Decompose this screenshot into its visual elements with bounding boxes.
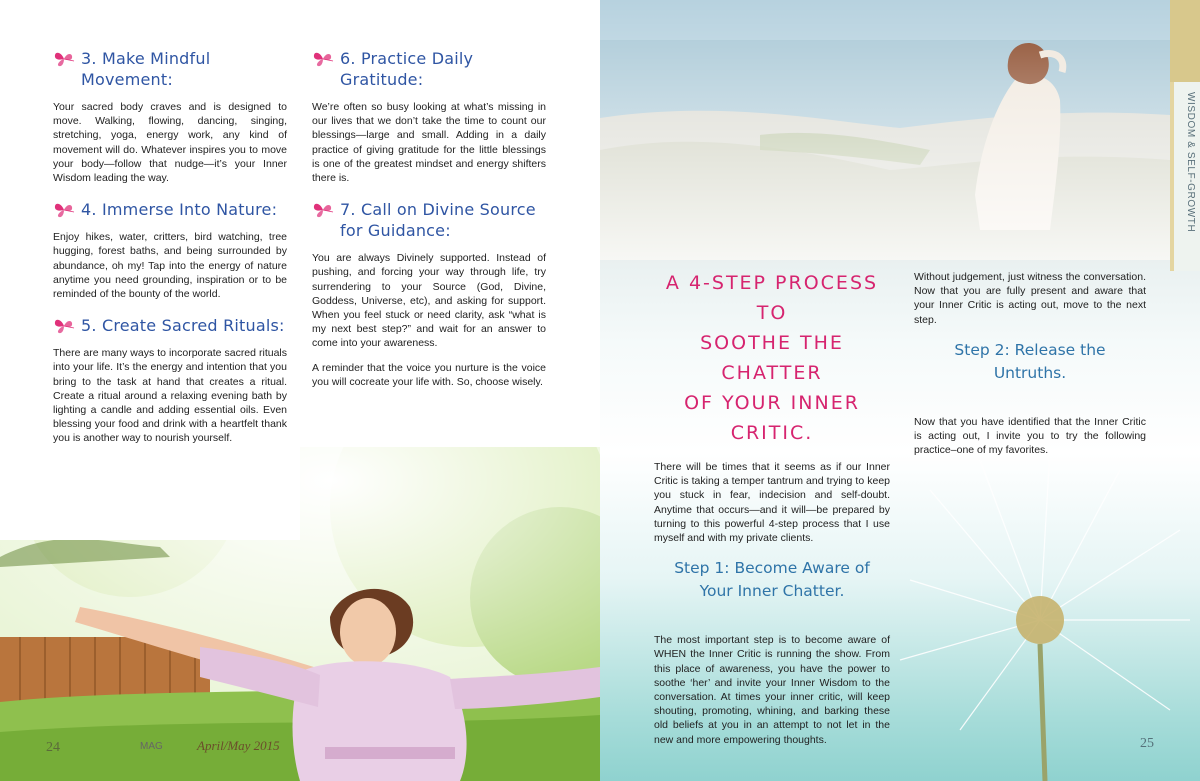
step-heading-line: Untruths.: [993, 363, 1067, 382]
section-body: We’re often so busy looking at what’s missing in our lives that we don’t take the time to count our blessings—large and small. Adding in a daily practice of giving gratitude for the little blessings is one of the greatest mindset and energy shifters there is.: [312, 101, 546, 185]
magazine-label: MAG: [140, 741, 163, 752]
step1-continued: Without judgement, just witness the conversation. Now that you are fully present and aware that your Inner Critic is acting out, move to the next step.: [914, 271, 1146, 326]
spacer: [914, 399, 1146, 415]
section-title: 6. Practice Daily Gratitude:: [340, 49, 474, 89]
butterfly-icon: [312, 50, 334, 68]
feature-title-line: SOOTHE THE CHATTER: [700, 332, 844, 384]
section-title: 5. Create Sacred Rituals:: [81, 316, 285, 336]
butterfly-icon: [312, 201, 334, 219]
sea-photo-illustration: [600, 0, 1200, 260]
butterfly-icon: [53, 317, 75, 335]
step1-heading: [654, 557, 890, 603]
section-heading: [53, 199, 287, 220]
page-number: 25: [1140, 736, 1154, 751]
feature-title: [654, 268, 890, 448]
step2-body: Now that you have identified that the Inner Critic is acting out, I invite you to try the following practice–one of my favorites.: [914, 415, 1146, 457]
photo-woman-by-sea: [600, 0, 1200, 260]
spacer: [654, 617, 890, 633]
section-tab-accent: [1170, 0, 1200, 82]
section-body: Your sacred body craves and is designed to move. Walking, flowing, dancing, singing, stretching, yoga, energy work, any kind of movement will do. Whatever inspires you to move your body—follow that nudge—it’s your Inner Wisdom leading the way.: [53, 101, 287, 185]
step-heading-line: Step 1: Become Aware of: [674, 559, 870, 578]
section-side-label: WISDOM & SELF-GROWTH: [1185, 92, 1196, 233]
column-left-1: [53, 48, 287, 460]
section-sacred-rituals: [53, 315, 287, 445]
section-body: Enjoy hikes, water, critters, bird watching, tree hugging, forest baths, and being surrounded by abundance, oh my! Tap into the energy of nature anytime you need grounding, inspiration or to be reminded of the bounty of the world.: [53, 231, 287, 301]
butterfly-icon: [53, 201, 75, 219]
step1-body: The most important step is to become aware of WHEN the Inner Critic is running the show. From this place of awareness, you have the power to soothe ‘her’ and invite your Inner Wisdom to the conversation. At times your inner critic, will keep shouting, promoting, whining, and barking these old beliefs at you in an attempt to not let in the new and more empowering thoughts.: [654, 634, 890, 746]
section-title: 4. Immerse Into Nature:: [81, 200, 278, 220]
column-left-2: [312, 48, 546, 403]
column-right-1: [654, 268, 890, 757]
page-number: 24: [46, 740, 60, 755]
feature-intro: There will be times that it seems as if our Inner Critic is taking a temper tantrum and trying to keep you stuck in fear, indecision and self-doubt. Anytime that occurs—and it will—be prepared by turning to this powerful 4-step process that I use myself and with my private clients.: [654, 461, 890, 545]
step-heading-line: Your Inner Chatter.: [699, 582, 845, 601]
section-title: 3. Make Mindful Movement:: [81, 49, 211, 89]
issue-date: April/May 2015: [197, 738, 280, 753]
section-daily-gratitude: [312, 48, 546, 185]
butterfly-icon: [53, 50, 75, 68]
section-title: 7. Call on Divine Source for Guidance:: [340, 200, 536, 241]
section-heading: [53, 315, 287, 336]
dandelion-illustration: [870, 430, 1200, 781]
step2-heading: [914, 339, 1146, 385]
section-immerse-nature: [53, 199, 287, 301]
section-divine-source: [312, 199, 546, 389]
section-body: There are many ways to incorporate sacred rituals into your life. It’s the energy and intention that you bring to the task at hand that creates a ritual. Create a ritual around a relaxing evening bath by lighting a candle and adding essential oils. Even blessing your food and drink with a heartfelt thank you is another way to nourish yourself.: [53, 347, 287, 445]
feature-title-line: A 4-STEP PROCESS TO: [665, 272, 879, 324]
section-heading: [312, 48, 546, 90]
column-right-2: [914, 270, 1146, 467]
section-body-closing: A reminder that the voice you nurture is the voice you will cocreate your life with. So, choose wisely.: [312, 361, 546, 388]
section-heading: [312, 199, 546, 241]
feature-title-line: OF YOUR INNER CRITIC.: [684, 392, 860, 444]
step-heading-line: Step 2: Release the: [954, 340, 1106, 359]
section-mindful-movement: [53, 48, 287, 185]
section-body: You are always Divinely supported. Instead of pushing, and forcing your way through life, try surrendering to your Source (God, Divine, Goddess, Universe, etc), and asking for support. When you feel stuck or need clarity, ask “what is my next best step?” and wait for an answer to come into your awareness.: [312, 252, 546, 350]
section-heading: [53, 48, 287, 90]
